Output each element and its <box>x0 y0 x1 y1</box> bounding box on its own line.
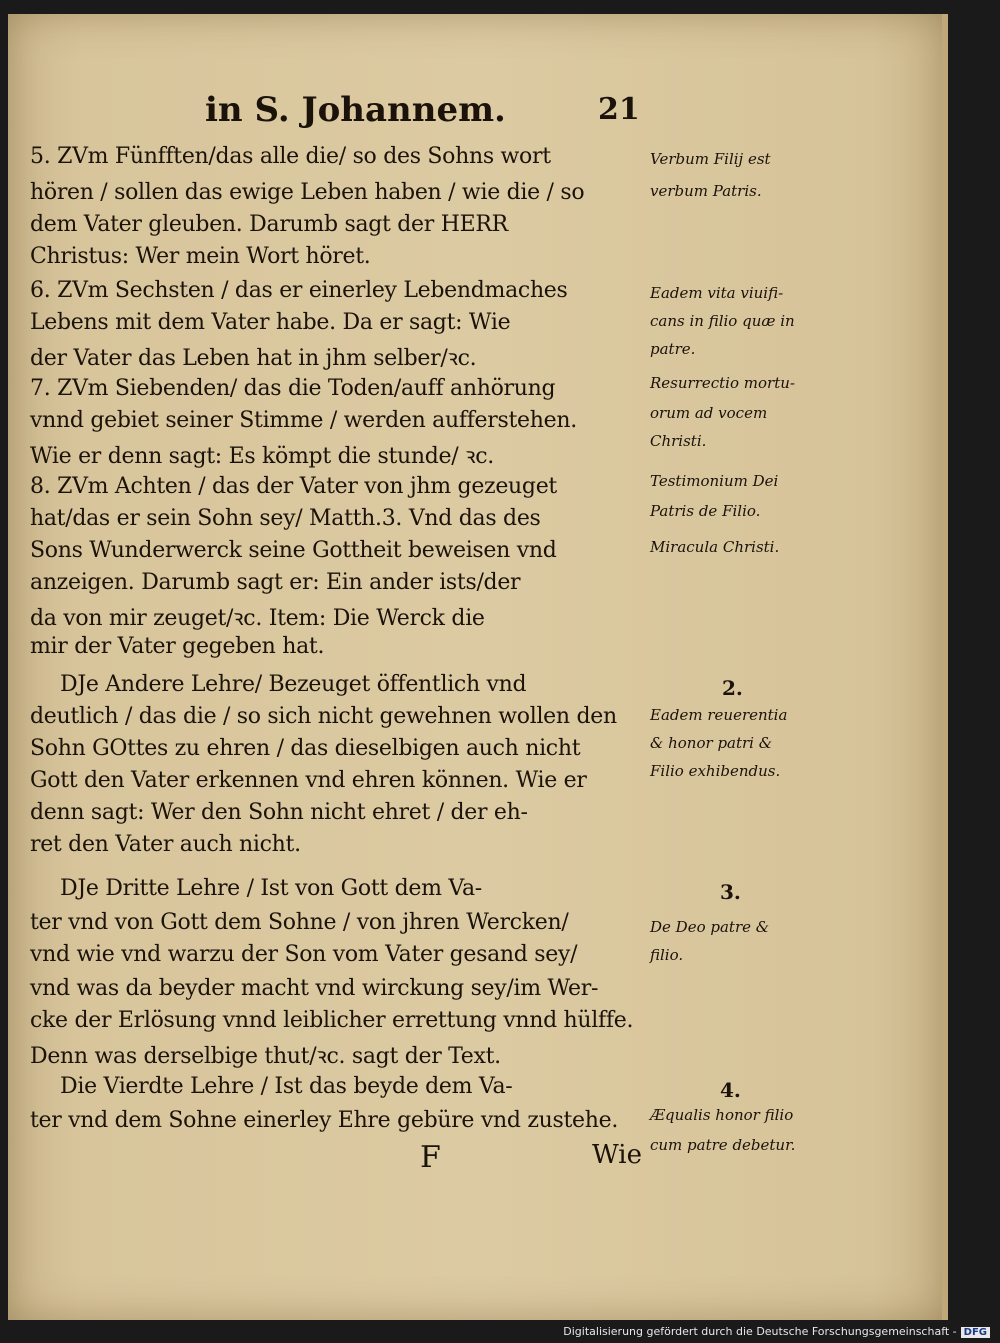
margin-note: Verbum Filij est <box>650 150 771 168</box>
text-line: der Vater das Leben hat in jhm selber/ꝛc. <box>30 346 477 371</box>
text-line: denn sagt: Wer den Sohn nicht ehret / der eh- <box>30 800 528 825</box>
margin-note: Testimonium Dei <box>650 472 779 490</box>
text-line: deutlich / das die / so sich nicht gewehnen wollen den <box>30 704 617 729</box>
text-line: Wie er denn sagt: Es kömpt die stunde/ ꝛc. <box>30 444 494 469</box>
text-line: 8. ZVm Achten / das der Vater von jhm gezeuget <box>30 474 557 499</box>
text-line: Lebens mit dem Vater habe. Da er sagt: Wie <box>30 310 511 335</box>
dfg-logo-icon: DFG <box>961 1327 990 1338</box>
margin-note: & honor patri & <box>650 734 773 752</box>
margin-note: Eadem reuerentia <box>650 706 788 724</box>
text-line: DJe Andere Lehre/ Bezeuget öffentlich vnd <box>60 672 527 697</box>
signature-mark: F <box>420 1140 441 1175</box>
text-line: Sons Wunderwerck seine Gottheit beweisen vnd <box>30 538 557 563</box>
page-edge <box>942 14 948 1320</box>
text-line: mir der Vater gegeben hat. <box>30 634 325 659</box>
text-line: ret den Vater auch nicht. <box>30 832 301 857</box>
margin-note: filio. <box>650 946 684 964</box>
text-line: dem Vater gleuben. Darumb sagt der HERR <box>30 212 508 237</box>
text-line: hat/das er sein Sohn sey/ Matth.3. Vnd das des <box>30 506 541 531</box>
credit-text: Digitalisierung gefördert durch die Deutsche Forschungsgemeinschaft - <box>563 1325 957 1338</box>
text-line: Die Vierdte Lehre / Ist das beyde dem Va- <box>60 1074 513 1099</box>
text-line: ter vnd dem Sohne einerley Ehre gebüre vnd zustehe. <box>30 1108 619 1133</box>
margin-note: Æqualis honor filio <box>650 1106 794 1124</box>
margin-note: verbum Patris. <box>650 182 762 200</box>
text-line: 6. ZVm Sechsten / das er einerley Lebendmaches <box>30 278 568 303</box>
text-line: anzeigen. Darumb sagt er: Ein ander ists/der <box>30 570 521 595</box>
text-line: Christus: Wer mein Wort höret. <box>30 244 371 269</box>
text-line: vnd was da beyder macht vnd wirckung sey/im Wer- <box>30 976 599 1001</box>
text-line: 7. ZVm Siebenden/ das die Toden/auff anhörung <box>30 376 556 401</box>
margin-note: Patris de Filio. <box>650 502 761 520</box>
margin-note: patre. <box>650 340 696 358</box>
running-header: in S. Johannem. <box>205 90 506 130</box>
text-line: cke der Erlösung vnnd leiblicher errettung vnnd hülffe. <box>30 1008 634 1033</box>
margin-number: 3. <box>720 880 741 904</box>
digitization-credit <box>563 1325 990 1338</box>
margin-number: 4. <box>720 1078 741 1102</box>
text-line: da von mir zeuget/ꝛc. Item: Die Werck die <box>30 606 485 631</box>
text-line: vnd wie vnd warzu der Son vom Vater gesand sey/ <box>30 942 578 967</box>
text-line: vnnd gebiet seiner Stimme / werden aufferstehen. <box>30 408 577 433</box>
page-number: 21 <box>598 92 640 127</box>
margin-note: Eadem vita viuifi- <box>650 284 784 302</box>
text-line: Sohn GOttes zu ehren / das dieselbigen auch nicht <box>30 736 581 761</box>
margin-note: Christi. <box>650 432 707 450</box>
text-line: ter vnd von Gott dem Sohne / von jhren Wercken/ <box>30 910 569 935</box>
margin-note: cum patre debetur. <box>650 1136 796 1154</box>
margin-note: Miracula Christi. <box>650 538 780 556</box>
text-line: hören / sollen das ewige Leben haben / wie die / so <box>30 180 585 205</box>
margin-number: 2. <box>722 676 743 700</box>
margin-note: orum ad vocem <box>650 404 768 422</box>
margin-note: De Deo patre & <box>650 918 770 936</box>
margin-note: Filio exhibendus. <box>650 762 781 780</box>
margin-note: Resurrectio mortu- <box>650 374 795 392</box>
text-line: DJe Dritte Lehre / Ist von Gott dem Va- <box>60 876 482 901</box>
text-line: Gott den Vater erkennen vnd ehren können. Wie er <box>30 768 587 793</box>
text-line: 5. ZVm Fünfften/das alle die/ so des Sohns wort <box>30 144 551 169</box>
catchword: Wie <box>592 1140 642 1170</box>
margin-note: cans in filio quæ in <box>650 312 795 330</box>
text-line: Denn was derselbige thut/ꝛc. sagt der Text. <box>30 1044 501 1069</box>
